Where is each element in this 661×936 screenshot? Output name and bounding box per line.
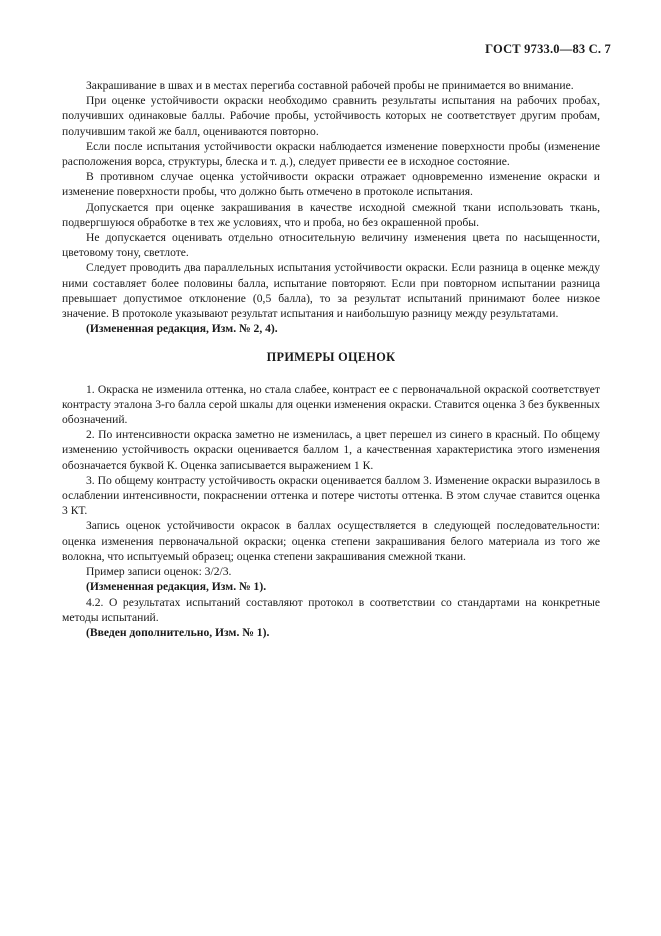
paragraph: Если после испытания устойчивости окраски наблюдается изменение поверхности пробы (изменение расположения ворса, структуры, блеска и т. д.), следует привести ее в исходное состояние.: [62, 139, 600, 169]
amendment-note: (Введен дополнительно, Изм. № 1).: [86, 625, 270, 639]
amendment-note: (Измененная редакция, Изм. № 1).: [86, 580, 267, 594]
page-header: ГОСТ 9733.0—83 С. 7: [485, 42, 611, 56]
paragraph: Допускается при оценке закрашивания в качестве исходной смежной ткани использовать ткань, подвергшуюся обработке в тех же условиях, что и проба, но без окрашенной пробы.: [62, 200, 600, 229]
paragraph: Закрашивание в швах и в местах перегиба составной рабочей пробы не принимается во внимание.: [86, 79, 574, 92]
example-paragraph: Пример записи оценок: 3/2/3.: [86, 565, 232, 579]
paragraph: Не допускается оценивать отдельно относительную величину изменения цвета по насыщенности, цветовому тону, светлоте.: [62, 231, 600, 260]
paragraph-4-2: 4.2. О результатах испытаний составляют протокол в соответствии со стандартами на конкретные методы испытаний.: [62, 595, 600, 624]
paragraph: Следует проводить два параллельных испытания устойчивости окраски. Если разница в оценке между ними составляет более половины балла, испытание повторяют. Если при повторном испытании разница превышает допустимое отклонение (0,5 балла), то за результат испытаний принимают более низкое значение. В протоколе указывают результат испытания и наибольшую разницу между результатами.: [62, 261, 600, 321]
example-paragraph: 2. По интенсивности окраска заметно не изменилась, а цвет перешел из синего в красный. По общему изменению устойчивость окраски оценивается баллом 1, а качественная характеристика этого изменения обозначается буквой К. Оценка записывается выражением 1 К.: [62, 428, 600, 472]
example-paragraph: Запись оценок устойчивости окрасок в баллах осуществляется в следующей последовательности: оценка изменения первоначальной окраски; оценка степени закрашивания белого материала из того же волокна, что испытуемый образец; оценка степени закрашивания смежной ткани.: [62, 519, 600, 563]
example-paragraph: 1. Окраска не изменила оттенка, но стала слабее, контраст ее с первоначальной окраской соответствует контрасту эталона 3-го балла серой шкалы для оценки изменения окраски. Ставится оценка 3 без буквенных обозначений.: [62, 382, 600, 427]
example-paragraph: 3. По общему контрасту устойчивость окраски оценивается баллом 3. Изменение окраски выразилось в ослаблении интенсивности, покраснении оттенка и потере чистоты оттенка. В этом случае ставится оценка 3 КТ.: [62, 473, 600, 518]
document-body: [62, 78, 600, 640]
paragraph: В противном случае оценка устойчивости окраски отражает одновременно изменение окраски и изменение поверхности пробы, что должно быть отмечено в протоколе испытания.: [62, 170, 600, 199]
amendment-note: (Измененная редакция, Изм. № 2, 4).: [86, 322, 278, 336]
paragraph: При оценке устойчивости окраски необходимо сравнить результаты испытания на рабочих пробах, получивших одинаковые баллы. Рабочие пробы, устойчивость которых не соответствует другим пробам, получившим такой же балл, оцениваются повторно.: [62, 94, 600, 138]
section-title: ПРИМЕРЫ ОЦЕНОК: [266, 350, 396, 365]
